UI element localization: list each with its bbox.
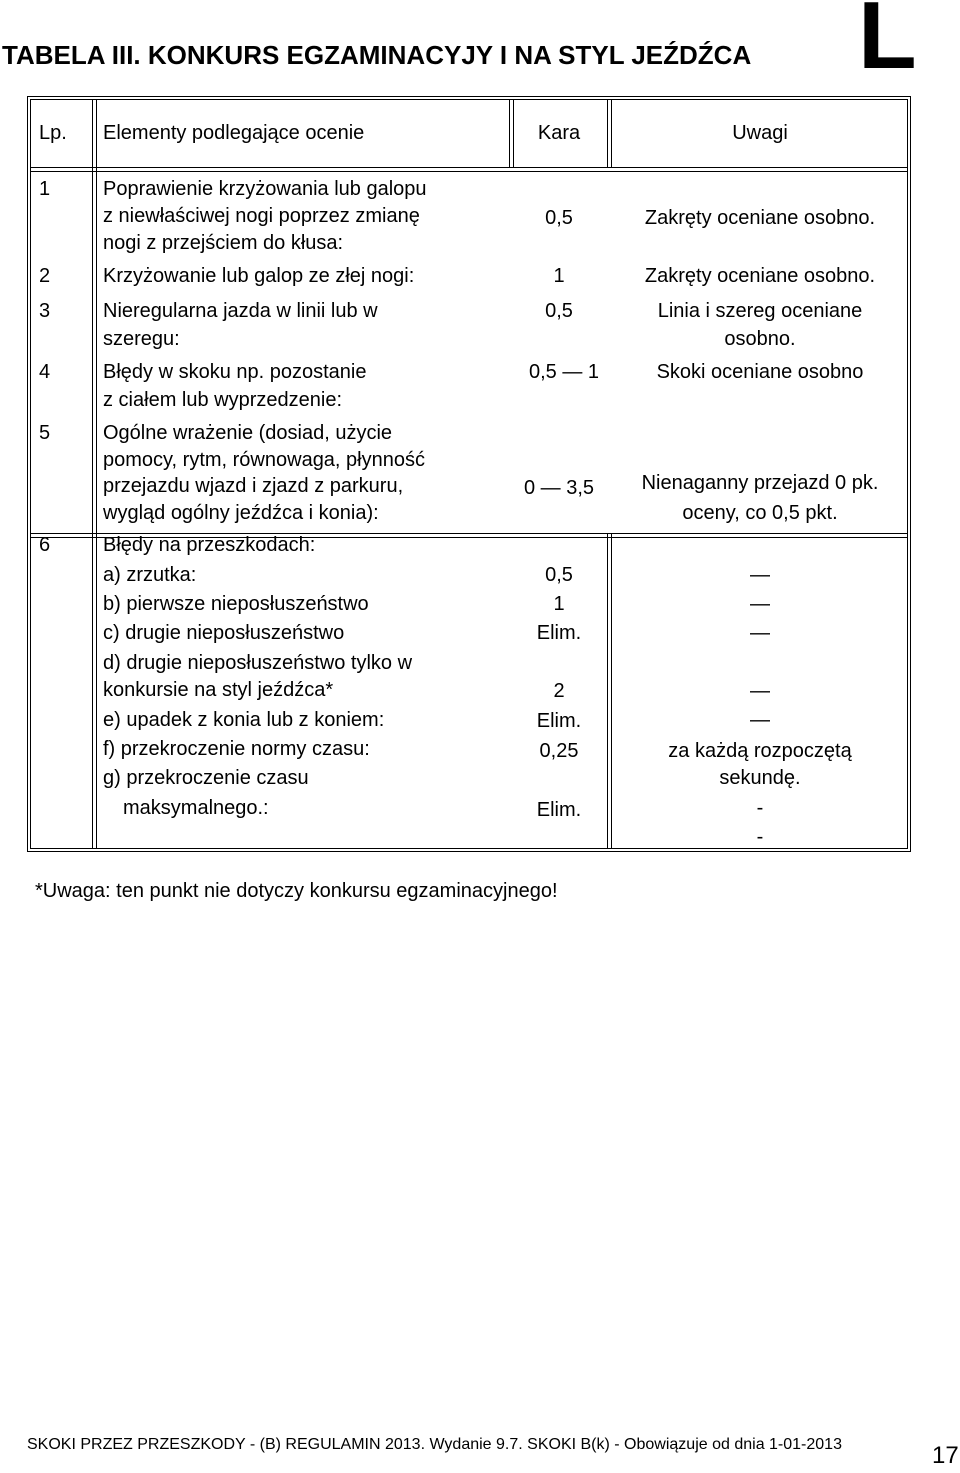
item-penalty: 1 [553,593,565,615]
row-remarks: Skoki oceniane osobno [656,361,864,383]
row-penalty: 1 [553,265,565,287]
header-divider [31,167,907,172]
item-penalty: Elim. [536,799,582,821]
list-item: b) pierwsze nieposłuszeństwo [103,593,369,615]
item-remarks: — [750,593,770,615]
penalty-table [27,96,911,852]
header-penalty: Kara [537,122,581,144]
row-text: Nieregularna jazda w linii lub w [103,300,378,322]
footnote: *Uwaga: ten punkt nie dotyczy konkursu egzaminacyjnego! [35,880,558,902]
list-item: f) przekroczenie normy czasu: [103,738,370,760]
row-text: pomocy, rytm, równowaga, płynność [103,449,425,471]
section-letter: L [858,0,917,89]
row-remarks: osobno. [724,328,796,350]
header-remarks: Uwagi [732,122,788,144]
row-lp: 5 [39,422,51,444]
row-lp: 6 [39,534,51,556]
item-penalty: Elim. [536,710,582,732]
row-lp: 1 [39,178,51,200]
item-remarks: sekundę. [719,767,801,789]
item-penalty: 0,25 [539,740,579,762]
col-divider [607,100,612,167]
item-penalty: Elim. [536,622,582,644]
item-remarks: - [756,826,764,848]
row-text: z ciałem lub wyprzedzenie: [103,389,342,411]
row-text: Poprawienie krzyżowania lub galopu [103,178,427,200]
header-elements: Elementy podlegające ocenie [103,122,365,144]
page-number: 17 [932,1442,959,1469]
row-penalty: 0 — 3,5 [523,477,595,499]
list-item: e) upadek z konia lub z koniem: [103,709,385,731]
col-divider [92,100,97,848]
row-penalty: 0,5 [545,207,573,229]
item-remarks: za każdą rozpoczętą [668,740,852,762]
header-lp: Lp. [39,122,67,144]
item-remarks: — [750,680,770,702]
row-text: wygląd ogólny jeźdźca i konia): [103,502,379,524]
list-item: konkursie na styl jeźdźca* [103,679,334,701]
list-item: maksymalnego.: [123,797,269,819]
list-item: a) zrzutka: [103,564,197,586]
row-remarks: oceny, co 0,5 pkt. [682,502,838,524]
page-footer: SKOKI PRZEZ PRZESZKODY - (B) REGULAMIN 2013. Wydanie 9.7. SKOKI B(k) - Obowiązuje od dnia 1-01-2013 [27,1436,842,1453]
list-item: g) przekroczenie czasu [103,767,309,789]
row-lp: 2 [39,265,51,287]
row-remarks: Zakręty oceniane osobno. [644,265,876,287]
row-penalty: 0,5 — 1 [528,361,600,383]
item-remarks: - [756,797,764,819]
row-lp: 4 [39,361,51,383]
row-penalty: 0,5 [545,300,573,322]
item-penalty: 2 [553,680,565,702]
item-remarks: — [750,622,770,644]
row-text: przejazdu wjazd i zjazd z parkuru, [103,475,404,497]
list-item: d) drugie nieposłuszeństwo tylko w [103,652,413,674]
row-remarks: Linia i szereg oceniane [657,300,863,322]
row-text: z niewłaściwej nogi poprzez zmianę [103,205,420,227]
row-heading: Błędy na przeszkodach: [103,534,316,556]
row-text: nogi z przejściem do kłusa: [103,232,344,254]
item-remarks: — [750,709,770,731]
page-title: TABELA III. KONKURS EGZAMINACYJY I NA STYL JEŹDŹCA [2,40,752,70]
row-remarks: Zakręty oceniane osobno. [644,207,876,229]
row-text: Błędy w skoku np. pozostanie [103,361,367,383]
row-text: Ogólne wrażenie (dosiad, użycie [103,422,393,444]
list-item: c) drugie nieposłuszeństwo [103,622,345,644]
row-text: szeregu: [103,328,180,350]
item-penalty: 0,5 [545,564,573,586]
row-text: Krzyżowanie lub galop ze złej nogi: [103,265,415,287]
item-remarks: — [750,564,770,586]
row-lp: 3 [39,300,51,322]
row-remarks: Nienaganny przejazd 0 pk. [641,472,879,494]
